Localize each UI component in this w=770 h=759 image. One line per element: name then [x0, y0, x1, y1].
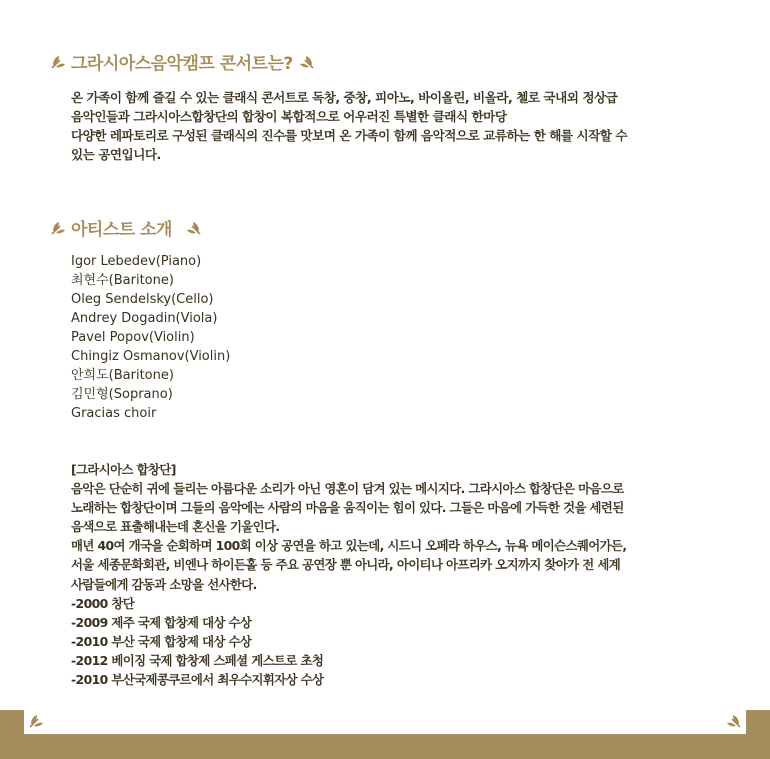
- choir-history-item: -2010 부산 국제 합창제 대상 수상: [71, 633, 252, 649]
- choir-line: 사람들에게 감동과 소망을 선사한다.: [71, 576, 257, 592]
- choir-line: 음악은 단순히 귀에 들리는 아름다운 소리가 아닌 영혼이 담겨 있는 메시지다. 그라시아스 합창단은 마음으로: [71, 481, 624, 497]
- intro-heading: [50, 49, 315, 74]
- choir-history-item: -2000 창단: [71, 595, 135, 611]
- choir-title: [그라시아스 합창단]: [71, 462, 176, 477]
- leaf-ornament-left-icon: [50, 221, 66, 235]
- artist-item: Andrey Dogadin(Viola): [71, 311, 218, 326]
- intro-heading-text: 그라시아스음악캠프 콘서트는?: [71, 54, 293, 74]
- choir-line: 매년 40여 개국을 순회하며 100회 이상 공연을 하고 있는데, 시드니 오페라 하우스, 뉴욕 메이슨스퀘어가든,: [71, 538, 627, 554]
- artist-item: Oleg Sendelsky(Cello): [71, 292, 214, 307]
- artist-item: Igor Lebedev(Piano): [71, 254, 202, 269]
- artist-item: Gracias choir: [71, 406, 157, 421]
- choir-line: 서울 세종문화회관, 비엔나 하이든홀 등 주요 공연장 뿐 아니라, 아이티나 아프리카 오지까지 찾아가 전 세계: [71, 557, 621, 573]
- choir-history-item: -2010 부산국제콩쿠르에서 최우수지휘자상 수상: [71, 672, 324, 688]
- footer-panel: [24, 710, 746, 734]
- artist-item: Pavel Popov(Violin): [71, 330, 195, 345]
- choir-history-item: -2012 베이징 국제 합창제 스페셜 게스트로 초청: [71, 652, 324, 668]
- artists-heading-text: 아티스트 소개: [71, 220, 172, 240]
- choir-line: 음색으로 표출해내는데 혼신을 기울인다.: [71, 519, 280, 535]
- artist-item: 김민형(Soprano): [71, 387, 173, 402]
- choir-line: 노래하는 합창단이며 그들의 음악에는 사람의 마음을 움직이는 힘이 있다. 그들은 마음에 가득한 것을 세련된: [71, 500, 624, 516]
- artists-heading: [50, 215, 202, 240]
- intro-line: 다양한 레파토리로 구성된 클래식의 진수를 맛보며 온 가족이 함께 음악적으로 교류하는 한 해를 시작할 수: [71, 128, 628, 143]
- leaf-ornament-left-icon: [28, 714, 44, 728]
- intro-line: 온 가족이 함께 즐길 수 있는 클래식 콘서트로 독창, 중창, 피아노, 바이올린, 비올라, 첼로 국내외 정상급: [71, 90, 618, 105]
- leaf-ornament-right-icon: [726, 714, 742, 728]
- choir-section: [71, 460, 731, 689]
- intro-line: 음악인들과 그라시아스합창단의 합창이 복합적으로 어우러진 특별한 클래식 한마당: [71, 109, 507, 124]
- artist-item: 최현수(Baritone): [71, 273, 174, 288]
- artist-list: [71, 252, 230, 423]
- artist-item: Chingiz Osmanov(Violin): [71, 349, 231, 364]
- leaf-ornament-right-icon: [186, 221, 202, 235]
- choir-history-item: -2009 제주 국제 합창제 대상 수상: [71, 614, 252, 630]
- intro-paragraph: [71, 88, 721, 164]
- intro-line: 있는 공연입니다.: [71, 147, 161, 162]
- leaf-ornament-left-icon: [50, 55, 66, 69]
- artist-item: 안희도(Baritone): [71, 368, 174, 383]
- leaf-ornament-right-icon: [299, 55, 315, 69]
